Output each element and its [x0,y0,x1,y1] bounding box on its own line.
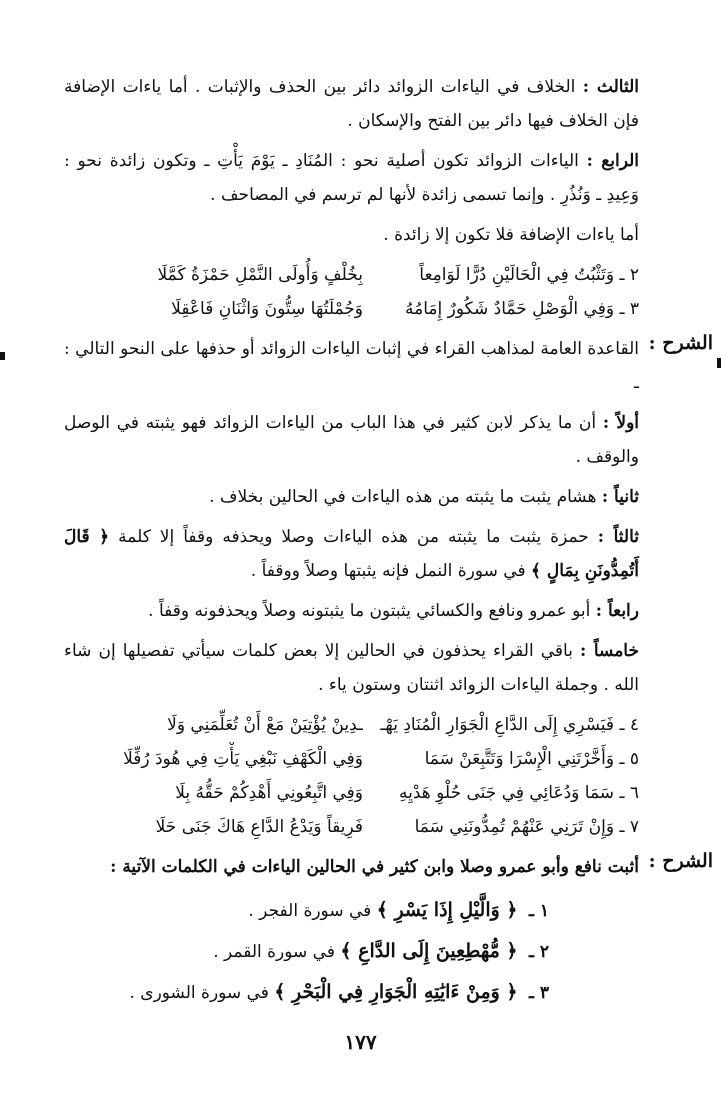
verse-row [64,810,639,844]
rule-text: أن ما يذكر لابن كثير في هذا الباب من الياءات الزوائد فهو يثبته في الوصل والوقف . [64,413,639,467]
verse-row [64,258,639,292]
para-label: الثالث : [582,77,640,97]
surah-ref: في سورة الشورى . [129,983,269,1003]
rule-label: أولاً : [602,413,640,433]
verse-number: ٥ ـ [619,749,639,769]
verse-number: ٢ ـ [619,265,639,285]
item-number: ٣ ـ [528,983,549,1003]
page-content [64,70,713,1013]
quran-quote: ﴿ وَمِنْ ءَايَٰتِهِ الْجَوَارِ فِي الْبَحْرِ ﴾ [274,981,518,1003]
verse-number: ٧ ـ [619,817,639,837]
surah-ref: في سورة الفجر . [248,901,372,921]
rule-label: رابعاً : [595,601,639,621]
rule-second [64,480,639,514]
quran-list [64,890,639,1013]
rule-fourth [64,594,639,628]
verse-first-hemistich [363,258,639,292]
verse-text: وَأَخَّرْتَنِي الْإِسْرَا وَتَتَّبِعَنْ سَمَا [424,749,615,769]
para-label: الرابع : [586,151,640,171]
item-number: ٢ ـ [528,942,549,962]
rule-text: حمزة يثبت ما يثبته من هذه الياءات وصلا ويحذفه وقفاً إلا كلمة [118,527,589,547]
verse-row [64,708,639,742]
verse-text: فَيَسْرِي إِلَى الدَّاعِ الْجَوَارِ الْمُنَادِ يَهْـ [380,715,615,735]
verses-block-2 [64,708,639,844]
rule-text: باقي القراء يحذفون في الحالين إلا بعض كلمات سيأتي تفصيلها إن شاء الله . وجملة الياءات الزوائد اثنتان وستون ياء . [64,641,639,695]
surah-ref: في سورة القمر . [213,942,335,962]
verse-second-hemistich: وَفِي اتَّبِعُونِي أَهْدِكُمْ حَقُّهُ بِلَا [175,783,363,803]
verse-text: وَإِنْ تَرَنِي عَنْهُمْ تُمِدُّونَنِي سَمَا [414,817,615,837]
paragraph-idafa [64,218,639,252]
edge-mark-right [717,358,721,368]
quran-list-item [64,931,549,972]
para-text: الخلاف في الياءات الزوائد دائر بين الحذف والإثبات . أما ياءات الإضافة فإن الخلاف فيها دائر بين الفتح والإسكان . [64,77,639,131]
verse-first-hemistich [363,708,639,742]
edge-mark [0,352,5,360]
sharh-section-1 [64,332,713,702]
rule-first [64,406,639,474]
verse-second-hemistich: فَرِيقاً وَيَدْعُ الدَّاعِ هَاكَ جَنَى حَلَا [155,817,363,837]
verse-number: ٦ ـ [619,783,639,803]
verse-text: وَتَثْبُتُ فِي الْحَالَيْنِ دُرًّا لَوَامِعاً [419,265,615,285]
sharh-section-2 [64,850,713,884]
verse-second-hemistich: بِخُلْفٍ وَأُولَى النَّمْلِ حَمْزَةُ كَمَّلَا [157,265,363,285]
verse-first-hemistich [363,810,639,844]
verse-first-hemistich [363,776,639,810]
rule-third [64,520,639,588]
rule-tail: في سورة النمل فإنه يثبتها وصلاً ووقفاً . [250,561,526,581]
sharh-intro: القاعدة العامة لمذاهب القراء في إثبات الياءات الزوائد أو حذفها على النحو التالي : ـ [64,339,639,393]
verse-first-hemistich [363,742,639,776]
verse-row [64,776,639,810]
quran-list-item [64,890,549,931]
verse-second-hemistich: وَفِي الْكَهْفِ نَبْغِي يَأْتِ فِي هُودَ رُفِّلَا [123,749,363,769]
verse-text: سَمَا وَدُعَائِي فِي جَنَى حُلْوِ هَدْيِهِ [399,783,615,803]
sharh-label: الشرح : [648,850,713,872]
quran-list-item [64,972,549,1013]
verse-first-hemistich [363,292,639,326]
para-text: أما ياءات الإضافة فلا تكون إلا زائدة . [383,225,639,245]
verse-row [64,292,639,326]
verse-row [64,742,639,776]
rule-label: خامساً : [580,641,639,661]
quran-quote: ﴿ مُّهْطِعِينَ إِلَى الدَّاعِ ﴾ [340,940,518,962]
paragraph-third [64,70,639,138]
rule-fifth [64,634,639,702]
verses-block-1 [64,258,639,326]
quran-quote: ﴿ قَالَ أَتُمِدُّونَنِ بِمَالٍ ﴾ [64,527,639,581]
rule-text: هشام يثبت ما يثبته من هذه الياءات في الحالين بخلاف . [209,487,597,507]
para-text: الياءات الزوائد تكون أصلية نحو : المُنَادِ ـ يَوْمَ يَأْتِ ـ وتكون زائدة نحو : وَعِيدِ ـ وَنُذُرِ . وإنما تسمى زائدة لأنها لم ترسم في المصاحف . [64,151,639,205]
verse-number: ٤ ـ [619,715,639,735]
verse-second-hemistich: ـدِينْ يُؤْتِيَنْ مَعْ أَنْ تُعَلِّمَنِي وَلَا [167,715,363,735]
verse-second-hemistich: وَجُمْلَتُهَا سِتُّونَ وَاثْنَانِ فَاعْقِلَا [171,299,363,319]
sharh-label: الشرح : [648,332,713,354]
verse-number: ٣ ـ [619,299,639,319]
sharh-text: أثبت نافع وأبو عمرو وصلا وابن كثير في الحالين الياءات في الكلمات الآتية : [110,857,639,877]
rule-text: أبو عمرو ونافع والكسائي يثبتون ما يثبتونه وصلاً ويحذفونه وقفاً . [148,601,591,621]
quran-quote: ﴿ وَالَّيْلِ إِذَا يَسْرِ ﴾ [376,899,518,921]
item-number: ١ ـ [528,901,549,921]
rule-label: ثالثاً : [597,527,639,547]
rule-label: ثانياً : [601,487,639,507]
paragraph-fourth [64,144,639,212]
page-number: ١٧٧ [344,1030,377,1054]
verse-text: وَفِي الْوَصْلِ حَمَّادٌ شَكُورٌ إِمَامُهُ [405,299,615,319]
